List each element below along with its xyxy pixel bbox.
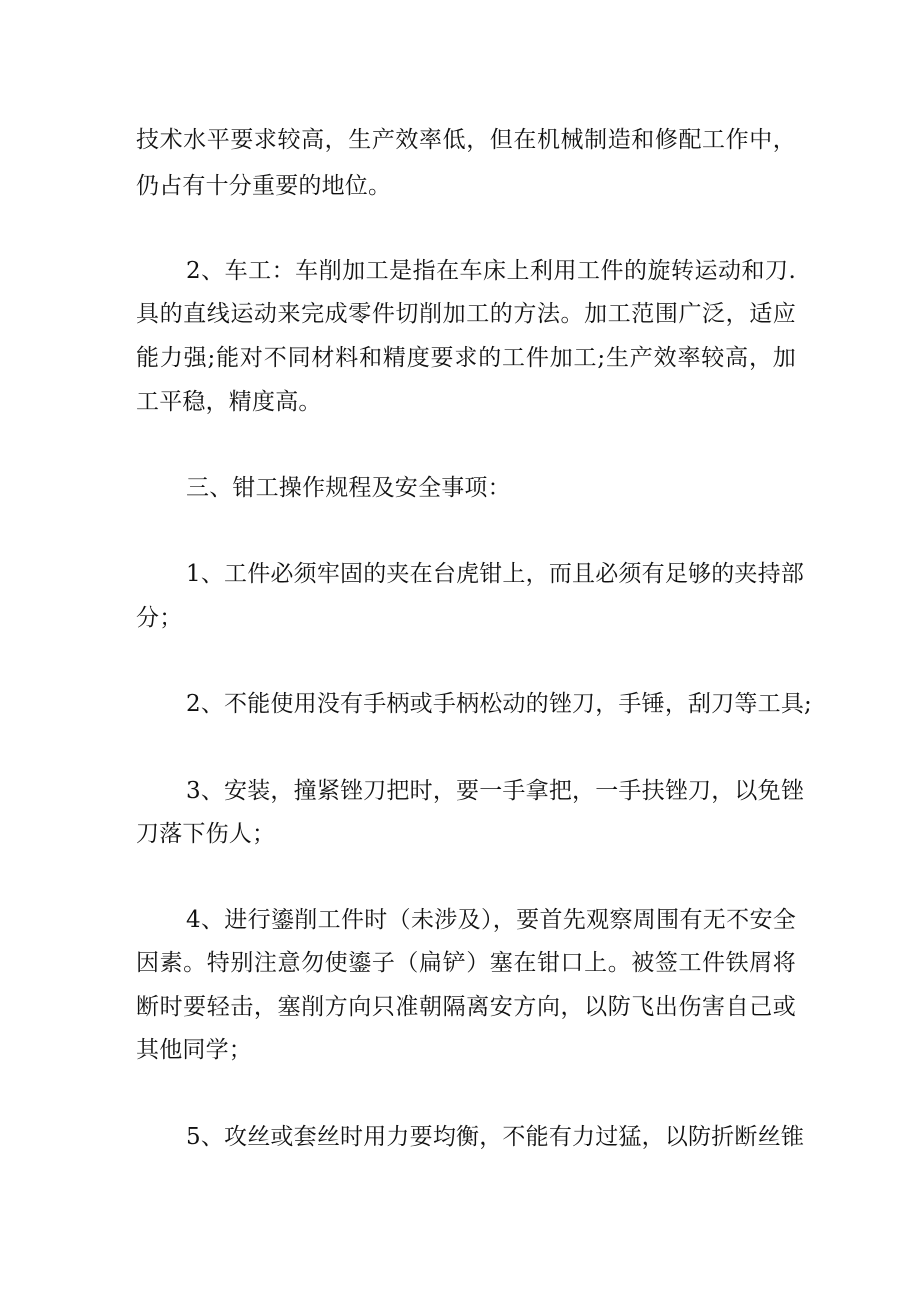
paragraph-line: 断时要轻击，塞削方向只准朝隔离安方向，以防飞出伤害自己或 — [136, 994, 796, 1020]
paragraph-line: 3、安装，撞紧锉刀把时，要一手拿把，一手扶锉刀，以免锉 — [186, 778, 805, 804]
paragraph-line: 刀落下伤人； — [136, 821, 276, 847]
paragraph-line: 具的直线运动来完成零件切削加工的方法。加工范围广泛，适应 — [136, 301, 796, 327]
paragraph-line: 2、车工：车削加工是指在车床上利用工件的旋转运动和刀. — [186, 258, 796, 284]
section-heading: 三、钳工操作规程及安全事项： — [186, 475, 511, 501]
paragraph-line: 因素。特别注意勿使鎏子（扁铲）塞在钳口上。被签工件铁屑将 — [136, 950, 796, 976]
paragraph-line: 仍占有十分重要的地位。 — [136, 173, 392, 199]
paragraph-line: 1、工件必须牢固的夹在台虎钳上，而且必须有足够的夹持部 — [186, 561, 805, 587]
paragraph-line: 分； — [136, 605, 183, 631]
paragraph-line: 其他同学； — [136, 1037, 252, 1063]
paragraph-line: 技术水平要求较高，生产效率低，但在机械制造和修配工作中， — [136, 127, 796, 153]
paragraph-line: 工平稳，精度高。 — [136, 389, 322, 415]
paragraph-line: 4、进行鎏削工件时（未涉及），要首先观察周围有无不安全 — [186, 907, 796, 933]
paragraph-line: 能力强;能对不同材料和精度要求的工件加工;生产效率较高，加 — [136, 345, 796, 371]
paragraph-line: 5、攻丝或套丝时用力要均衡，不能有力过猛，以防折断丝锥 — [186, 1124, 805, 1150]
paragraph-line: 2、不能使用没有手柄或手柄松动的锉刀，手锤，刮刀等工具; — [186, 691, 812, 717]
